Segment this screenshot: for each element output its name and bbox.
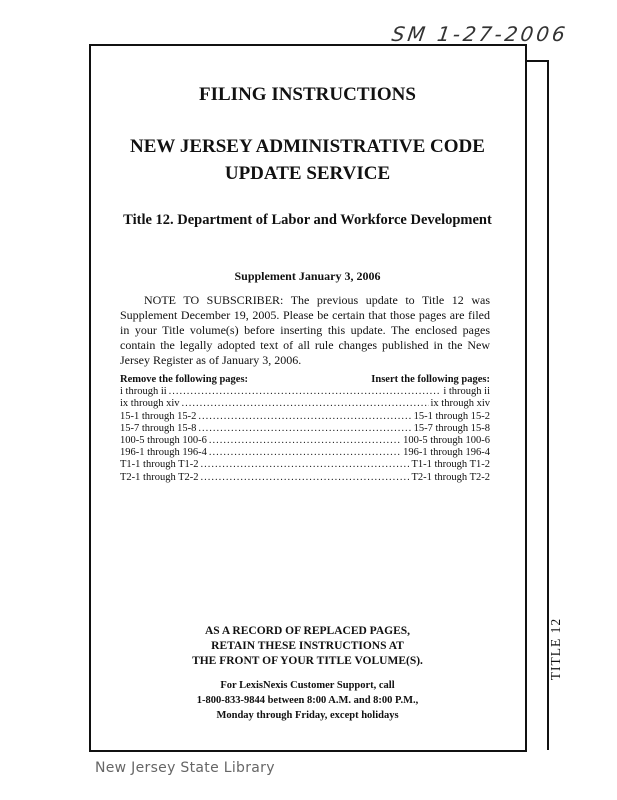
table-row [120, 386, 490, 398]
insert-pages-cell: T2-1 through T2-2 [411, 471, 490, 483]
table-row [120, 472, 490, 484]
record-notice [100, 624, 515, 669]
leader-dots [201, 459, 410, 471]
insert-pages-cell: 15-1 through 15-2 [413, 410, 490, 422]
remove-pages-cell: 100-5 through 100-6 [120, 435, 207, 447]
remove-pages-cell: i through ii [120, 386, 167, 398]
insert-pages-cell: 196-1 through 196-4 [403, 447, 490, 459]
leader-dots [209, 435, 401, 447]
leader-dots [209, 447, 401, 459]
code-title-line2: UPDATE SERVICE [224, 163, 391, 184]
table-row [120, 459, 490, 471]
record-notice-line3: THE FRONT OF YOUR TITLE VOLUME(S). [192, 655, 423, 667]
supplement-date: Supplement January 3, 2006 [234, 269, 381, 283]
frame-border-top [89, 44, 527, 46]
remove-pages-cell: T2-1 through T2-2 [120, 471, 199, 483]
table-row [120, 423, 490, 435]
record-notice-line1: AS A RECORD OF REPLACED PAGES, [204, 625, 411, 637]
insert-pages-cell: ix through xiv [430, 398, 490, 410]
frame-border-right [525, 44, 527, 752]
frame-border-left [89, 44, 91, 752]
support-line1: For LexisNexis Customer Support, call [220, 680, 395, 691]
remove-pages-header: Remove the following pages: [120, 374, 249, 385]
code-title-line1: NEW JERSEY ADMINISTRATIVE CODE [130, 136, 485, 157]
remove-pages-cell: 196-1 through 196-4 [120, 447, 207, 459]
table-row [120, 435, 490, 447]
leader-dots [198, 423, 411, 435]
side-tab-label: TITLE 12 [548, 617, 563, 681]
note-to-subscriber: NOTE TO SUBSCRIBER: The previous update to Title 12 was Supplement December 19, 2005. Please be certain that those pages are filed in your Title volume(s) before inserting this update. The enclosed pages contain the legally adopted text of all rule changes published in the New Jersey Register as of January 3, 2006. [120, 293, 490, 367]
insert-pages-cell: T1-1 through T1-2 [411, 459, 490, 471]
pages-table [120, 374, 490, 484]
table-row [120, 411, 490, 423]
handwritten-annotation: SM 1-27-2006 [390, 22, 570, 46]
support-phone-hours: 1-800-833-9844 between 8:00 A.M. and 8:00 P.M., [196, 695, 419, 706]
leader-dots [182, 398, 429, 410]
tab-border-top [527, 60, 549, 62]
insert-pages-cell: i through ii [443, 386, 490, 398]
leader-dots [201, 472, 410, 484]
library-stamp: New Jersey State Library [95, 760, 275, 776]
remove-pages-cell: 15-7 through 15-8 [120, 422, 197, 434]
leader-dots [198, 411, 411, 423]
frame-border-bottom [89, 750, 527, 752]
insert-pages-cell: 100-5 through 100-6 [403, 435, 490, 447]
leader-dots [169, 386, 442, 398]
record-notice-line2: RETAIN THESE INSTRUCTIONS AT [211, 640, 404, 652]
table-row [120, 447, 490, 459]
filing-instructions-title: FILING INSTRUCTIONS [199, 84, 416, 105]
insert-pages-cell: 15-7 through 15-8 [413, 422, 490, 434]
insert-pages-header: Insert the following pages: [371, 374, 490, 385]
support-days: Monday through Friday, except holidays [216, 710, 399, 721]
remove-pages-cell: ix through xiv [120, 398, 180, 410]
remove-pages-cell: T1-1 through T1-2 [120, 459, 199, 471]
remove-pages-cell: 15-1 through 15-2 [120, 410, 197, 422]
table-row [120, 398, 490, 410]
customer-support-info [100, 678, 515, 723]
department-heading: Title 12. Department of Labor and Workforce Development [123, 212, 492, 228]
pages-table-header [120, 374, 490, 386]
